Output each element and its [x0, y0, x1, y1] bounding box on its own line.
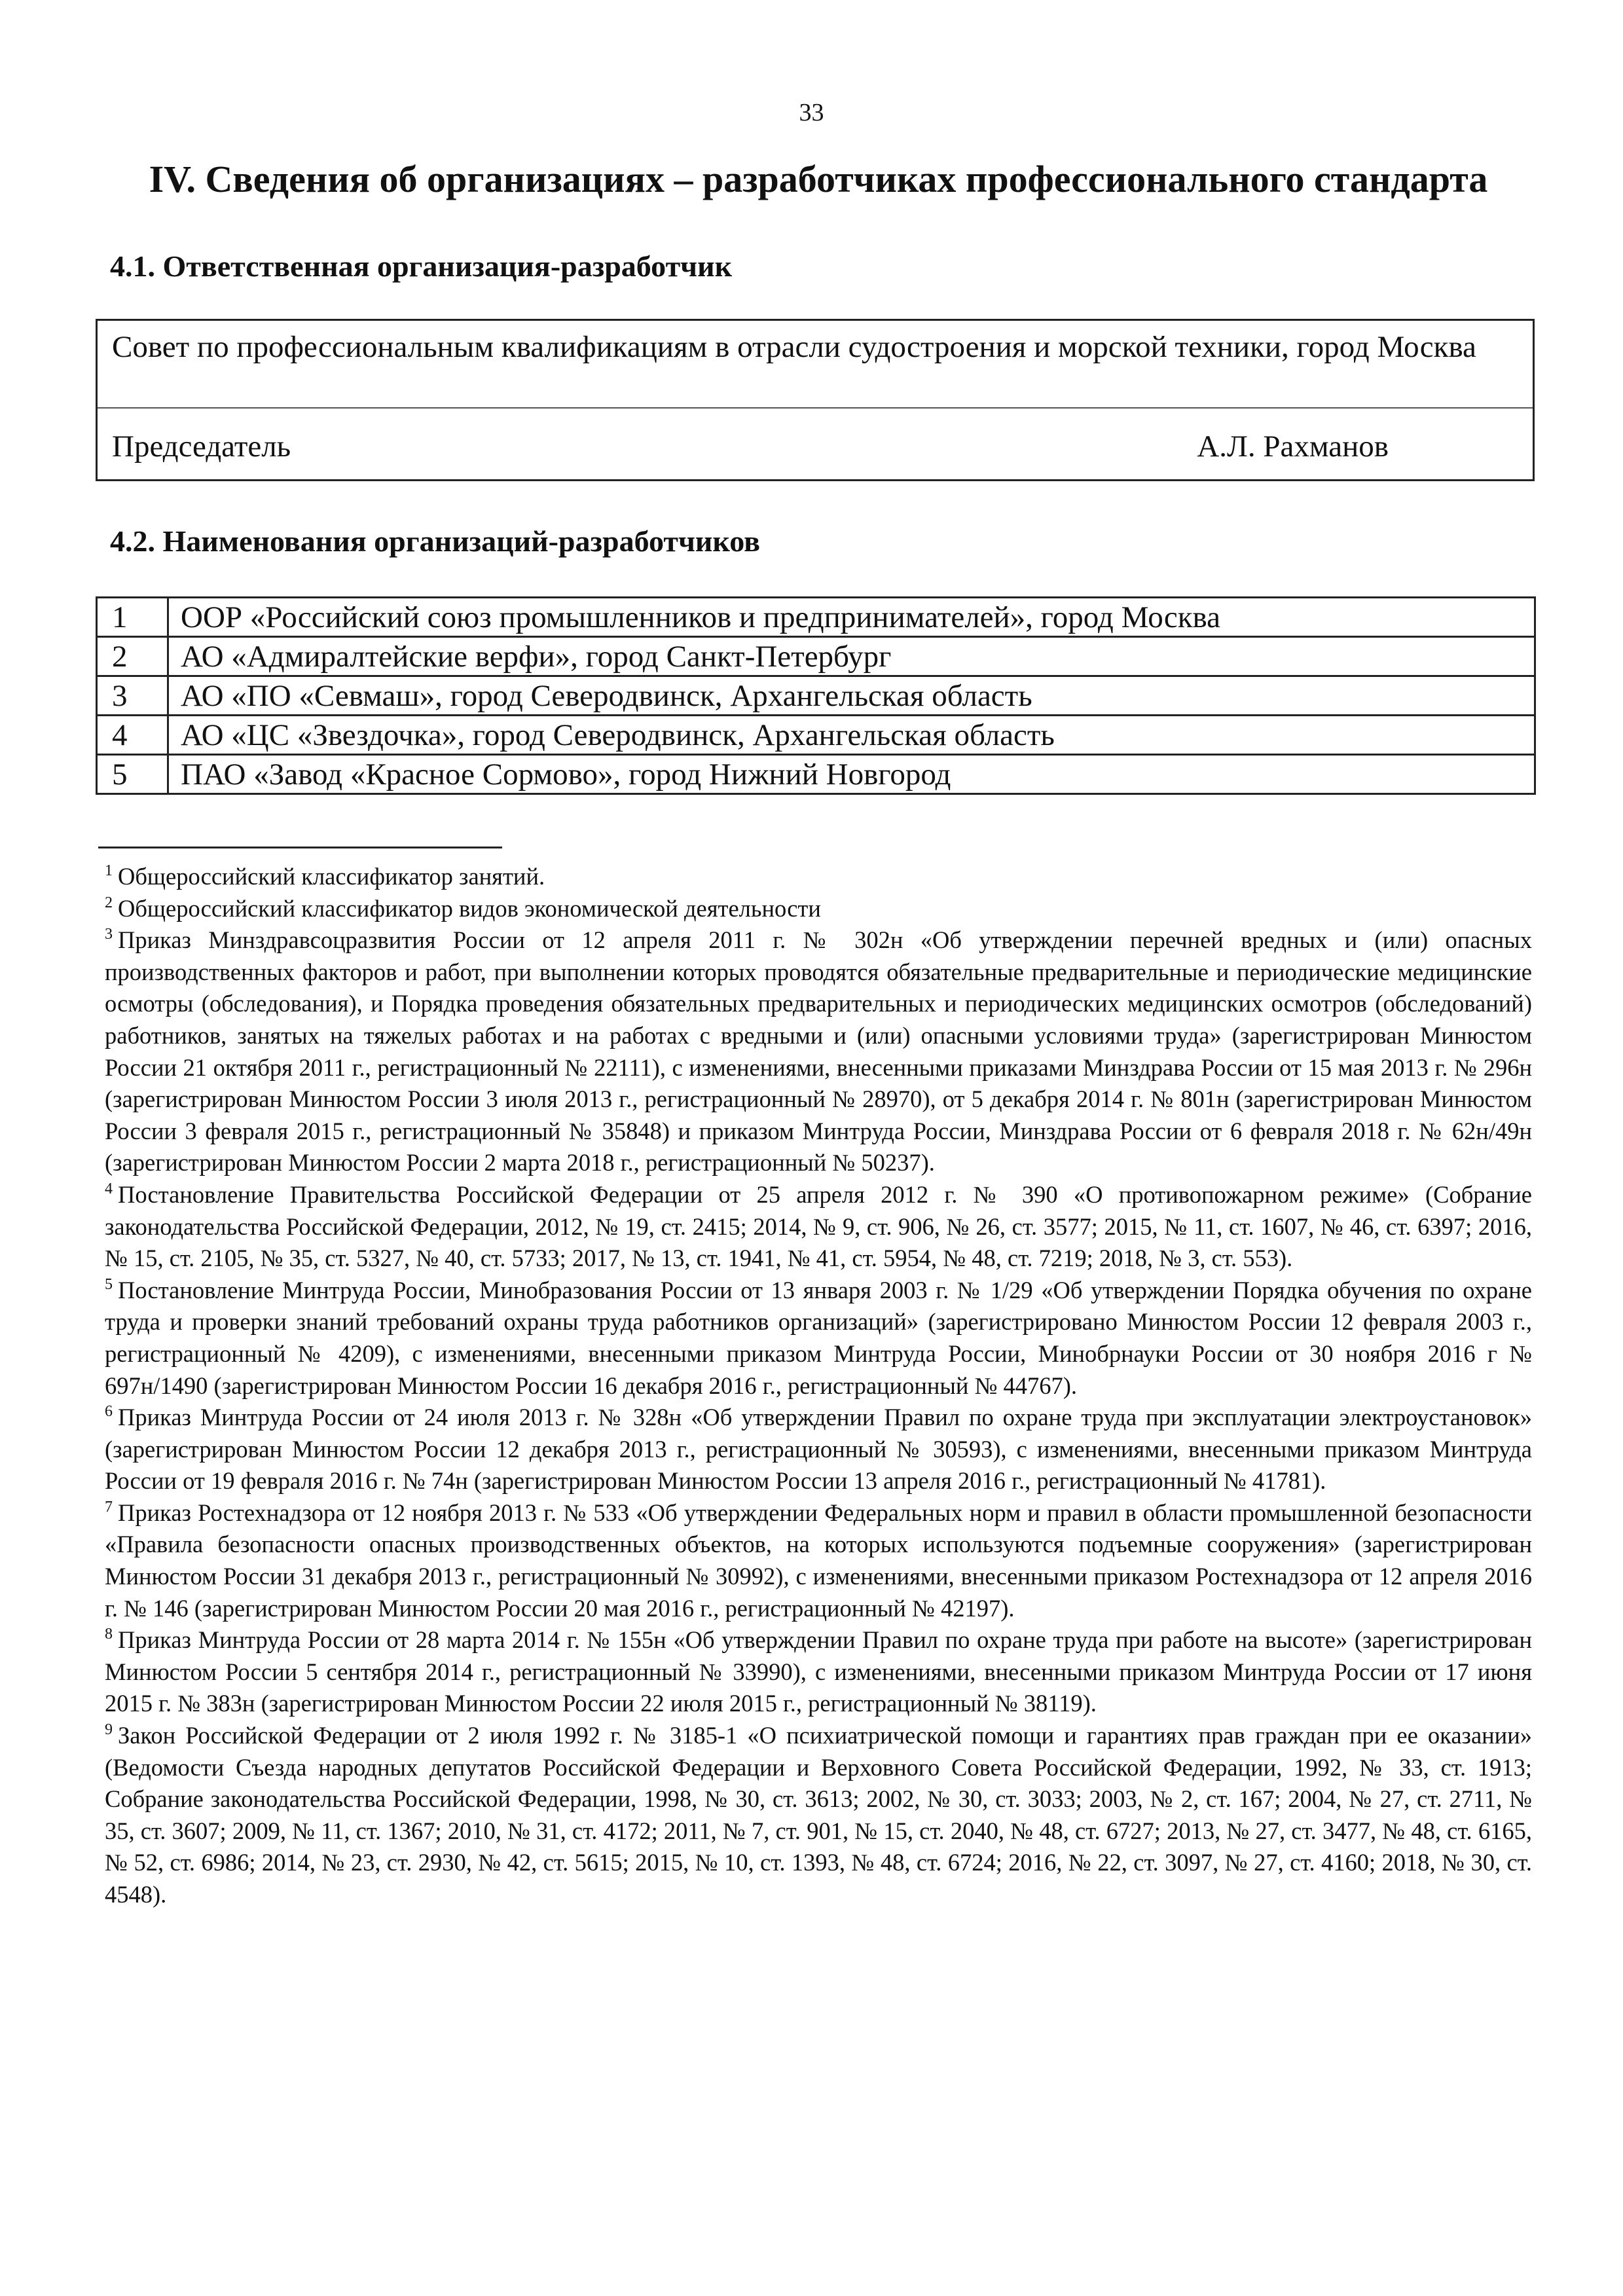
row-number: 5	[97, 755, 168, 794]
org-name: ПАО «Завод «Красное Сормово», город Нижний Новгород	[168, 755, 1535, 794]
footnote-text: Приказ Минтруда России от 28 марта 2014 г. № 155н «Об утверждении Правил по охране труда при работе на высоте» (зарегистрирован Минюстом России 5 сентября 2014 г., регистрационный № 33990), с изменениями, внесенными приказом Минтруда России от 17 июня 2015 г. № 383н (зарегистрирован Минюстом России 22 июля 2015 г., регистрационный № 38119).	[105, 1626, 1532, 1717]
table-row	[97, 716, 1535, 755]
footnote-text: Закон Российской Федерации от 2 июля 1992 г. № 3185-1 «О психиатрической помощи и гарантиях прав граждан при ее оказании» (Ведомости Съезда народных депутатов Российской Федерации и Верховного Совета Российской Федерации, 1992, № 33, ст. 1913; Собрание законодательства Российской Федерации, 1998, № 30, ст. 3613; 2002, № 30, ст. 3033; 2003, № 2, ст. 167; 2004, № 27, ст. 2711, № 35, ст. 3607; 2009, № 11, ст. 1367; 2010, № 31, ст. 4172; 2011, № 7, ст. 901, № 15, ст. 2040, № 48, ст. 6727; 2013, № 27, ст. 3477, № 48, ст. 6165, № 52, ст. 6986; 2014, № 23, ст. 2930, № 42, ст. 5615; 2015, № 10, ст. 1393, № 48, ст. 6724; 2016, № 22, ст. 3097, № 27, ст. 4160; 2018, № 30, ст. 4548).	[105, 1722, 1532, 1908]
footnote-marker: 4	[105, 1180, 113, 1197]
footnote-6	[105, 1402, 1532, 1497]
footnote-text: Общероссийский классификатор занятий.	[118, 863, 545, 890]
footnote-text: Общероссийский классификатор видов экономической деятельности	[118, 894, 821, 922]
table-row	[97, 676, 1535, 716]
org-name: АО «Адмиралтейские верфи», город Санкт-Петербург	[168, 637, 1535, 676]
developer-orgs-table	[96, 596, 1536, 795]
footnote-3	[105, 924, 1532, 1179]
footnote-7	[105, 1497, 1532, 1624]
signatory-name: А.Л. Рахманов	[1197, 429, 1389, 464]
row-number: 2	[97, 637, 168, 676]
footnote-5	[105, 1275, 1532, 1402]
footnote-text: Приказ Минздравсоцразвития России от 12 апреля 2011 г. № 302н «Об утверждении перечней вредных и (или) опасных производственных факторов и работ, при выполнении которых проводятся обязательные предварительные и периодические медицинские осмотры (обследования), и Порядка проведения обязательных предварительных и периодических медицинских осмотров (обследований) работников, занятых на тяжелых работах и на работах с вредными и (или) опасными условиями труда» (зарегистрирован Минюстом России 21 октября 2011 г., регистрационный № 22111), с изменениями, внесенными приказами Минздрава России от 15 мая 2013 г. № 296н (зарегистрирован Минюстом России 3 июля 2013 г., регистрационный № 28970), от 5 декабря 2014 г. № 801н (зарегистрирован Минюстом России 3 февраля 2015 г., регистрационный № 35848) и приказом Минтруда России, Минздрава России от 6 февраля 2018 г. № 62н/49н (зарегистрирован Минюстом России 2 марта 2018 г., регистрационный № 50237).	[105, 926, 1532, 1176]
footnote-marker: 8	[105, 1626, 113, 1643]
footnote-1	[105, 861, 1532, 893]
footnote-4	[105, 1179, 1532, 1275]
org-name: ООР «Российский союз промышленников и предпринимателей», город Москва	[168, 598, 1535, 637]
row-number: 3	[97, 676, 168, 716]
page-number: 33	[799, 99, 824, 126]
footnote-separator	[98, 847, 502, 848]
footnote-text: Постановление Правительства Российской Федерации от 25 апреля 2012 г. № 390 «О противопожарном режиме» (Собрание законодательства Российской Федерации, 2012, № 19, ст. 2415; 2014, № 9, ст. 906, № 26, ст. 3577; 2015, № 11, ст. 1607, № 46, ст. 6397; 2016, № 15, ст. 2105, № 35, ст. 5327, № 40, ст. 5733; 2017, № 13, ст. 1941, № 41, ст. 5954, № 48, ст. 7219; 2018, № 3, ст. 553).	[105, 1180, 1532, 1272]
signatory-row	[98, 409, 1533, 481]
responsible-org-box	[96, 319, 1535, 481]
footnote-marker: 5	[105, 1275, 113, 1293]
row-number: 1	[97, 598, 168, 637]
footnote-2	[105, 893, 1532, 925]
org-name: АО «ПО «Севмаш», город Северодвинск, Архангельская область	[168, 676, 1535, 716]
responsible-org-name: Совет по профессиональным квалификациям в отрасли судостроения и морской техники, город Москва	[98, 321, 1533, 409]
table-row	[97, 755, 1535, 794]
footnotes	[105, 861, 1532, 1911]
signatory-role: Председатель	[112, 429, 291, 464]
footnote-8	[105, 1624, 1532, 1720]
footnote-9	[105, 1720, 1532, 1911]
footnote-marker: 9	[105, 1721, 113, 1739]
developer-orgs-heading: 4.2. Наименования организаций-разработчиков	[110, 524, 760, 558]
footnote-text: Приказ Ростехнадзора от 12 ноября 2013 г. № 533 «Об утверждении Федеральных норм и правил в области промышленной безопасности «Правила безопасности опасных производственных объектов, на которых используются подъемные сооружения» (зарегистрирован Минюстом России 31 декабря 2013 г., регистрационный № 30992), с изменениями, внесенными приказом Ростехнадзора от 12 апреля 2016 г. № 146 (зарегистрирован Минюстом России 20 мая 2016 г., регистрационный № 42197).	[105, 1499, 1532, 1622]
footnote-text: Приказ Минтруда России от 24 июля 2013 г. № 328н «Об утверждении Правил по охране труда при эксплуатации электроустановок» (зарегистрирован Минюстом России 12 декабря 2013 г., регистрационный № 30593), с изменениями, внесенными приказом Минтруда России от 19 февраля 2016 г. № 74н (зарегистрирован Минюстом России 13 апреля 2016 г., регистрационный № 41781).	[105, 1404, 1532, 1495]
footnote-marker: 6	[105, 1403, 113, 1421]
responsible-org-heading: 4.1. Ответственная организация-разработчик	[110, 249, 733, 283]
section-title: IV. Сведения об организациях – разработчиках профессионального стандарта	[149, 158, 1488, 200]
footnote-text: Постановление Минтруда России, Минобразования России от 13 января 2003 г. № 1/29 «Об утверждении Порядка обучения по охране труда и проверки знаний требований охраны труда работников организаций» (зарегистрировано Минюстом России 12 февраля 2003 г., регистрационный № 4209), с изменениями, внесенными приказом Минтруда России, Минобрнауки России от 30 ноября 2016 г № 697н/1490 (зарегистрирован Минюстом России 16 декабря 2016 г., регистрационный № 44767).	[105, 1276, 1532, 1399]
footnote-marker: 1	[105, 862, 113, 879]
table-row	[97, 598, 1535, 637]
footnote-marker: 7	[105, 1498, 113, 1516]
footnote-marker: 2	[105, 894, 113, 911]
row-number: 4	[97, 716, 168, 755]
table-row	[97, 637, 1535, 676]
org-name: АО «ЦС «Звездочка», город Северодвинск, Архангельская область	[168, 716, 1535, 755]
footnote-marker: 3	[105, 926, 113, 943]
